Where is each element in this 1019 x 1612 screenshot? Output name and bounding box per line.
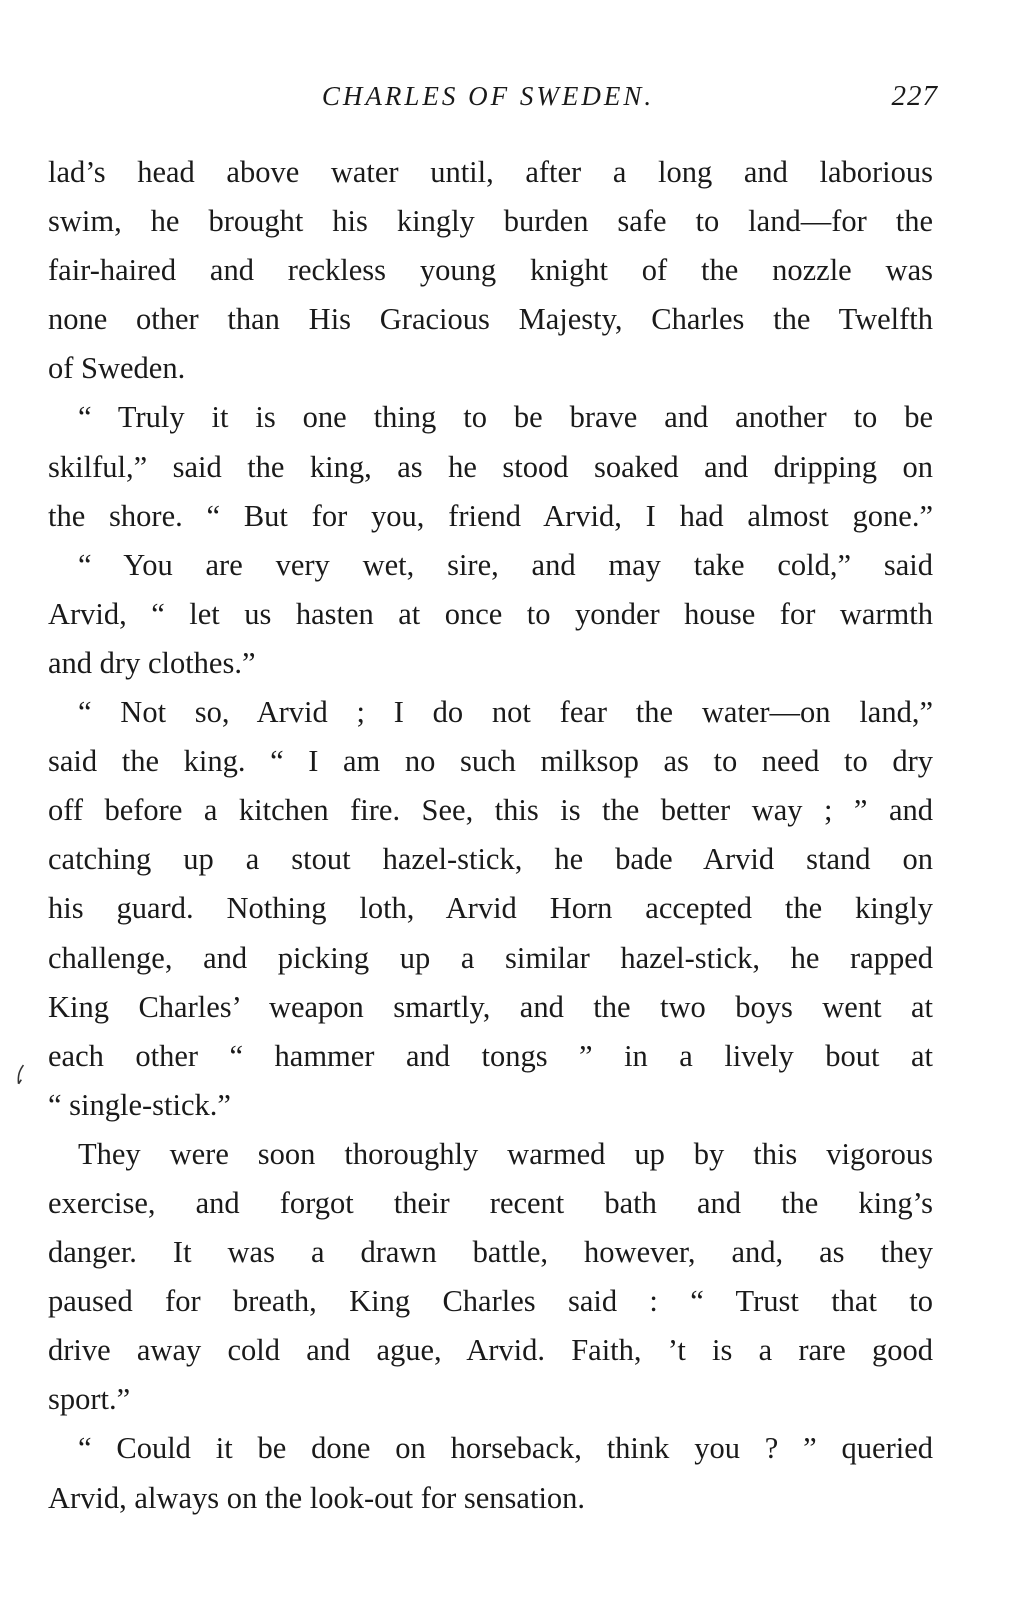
text-line: lad’s head above water until, after a long and laborious: [48, 155, 933, 189]
text-line: “ Truly it is one thing to be brave and another to be: [78, 400, 933, 435]
text-line: danger. It was a drawn battle, however, and, as they: [48, 1235, 933, 1270]
text-line: sport.”: [48, 1382, 131, 1417]
text-line: They were soon thoroughly warmed up by this vigorous: [78, 1136, 933, 1171]
text-line: his guard. Nothing loth, Arvid Horn accepted the kingly: [48, 891, 933, 926]
text-line: catching up a stout hazel-stick, he bade Arvid stand on: [48, 842, 933, 877]
margin-pen-mark: [10, 1062, 37, 1095]
running-head: [48, 76, 938, 116]
text-line: swim, he brought his kingly burden safe to land—for the: [48, 204, 933, 239]
text-line: of Sweden.: [48, 351, 186, 386]
text-line: exercise, and forgot their recent bath and the king’s: [48, 1185, 933, 1220]
text-line: each other “ hammer and tongs ” in a lively bout at: [48, 1038, 933, 1073]
pen-mark-icon: [10, 1062, 34, 1089]
text-line: skilful,” said the king, as he stood soaked and dripping on: [48, 449, 933, 484]
text-line: “ single-stick.”: [48, 1087, 231, 1122]
text-line: Arvid, always on the look-out for sensation.: [48, 1480, 586, 1515]
text-line: “ You are very wet, sire, and may take cold,” said: [78, 547, 933, 582]
body-text: [48, 148, 933, 1523]
page-number: 227: [891, 80, 938, 112]
running-title: CHARLES OF SWEDEN.: [321, 81, 655, 111]
text-line: none other than His Gracious Majesty, Charles the Twelfth: [48, 302, 933, 337]
text-line: King Charles’ weapon smartly, and the two boys went at: [48, 989, 933, 1024]
text-line: the shore. “ But for you, friend Arvid, I had almost gone.”: [48, 498, 933, 533]
text-line: drive away cold and ague, Arvid. Faith, ’t is a rare good: [48, 1333, 933, 1368]
text-line: challenge, and picking up a similar hazel-stick, he rapped: [48, 940, 933, 975]
text-line: Arvid, “ let us hasten at once to yonder house for warmth: [48, 596, 933, 631]
text-line: said the king. “ I am no such milksop as to need to dry: [48, 744, 933, 779]
text-line: paused for breath, King Charles said : “ Trust that to: [48, 1284, 933, 1319]
text-line: off before a kitchen fire. See, this is the better way ; ” and: [48, 793, 933, 828]
text-line: “ Not so, Arvid ; I do not fear the water—on land,”: [78, 695, 933, 730]
text-line: “ Could it be done on horseback, think you ? ” queried: [78, 1431, 933, 1466]
text-line: fair-haired and reckless young knight of the nozzle was: [48, 253, 933, 288]
text-line: and dry clothes.”: [48, 645, 256, 680]
